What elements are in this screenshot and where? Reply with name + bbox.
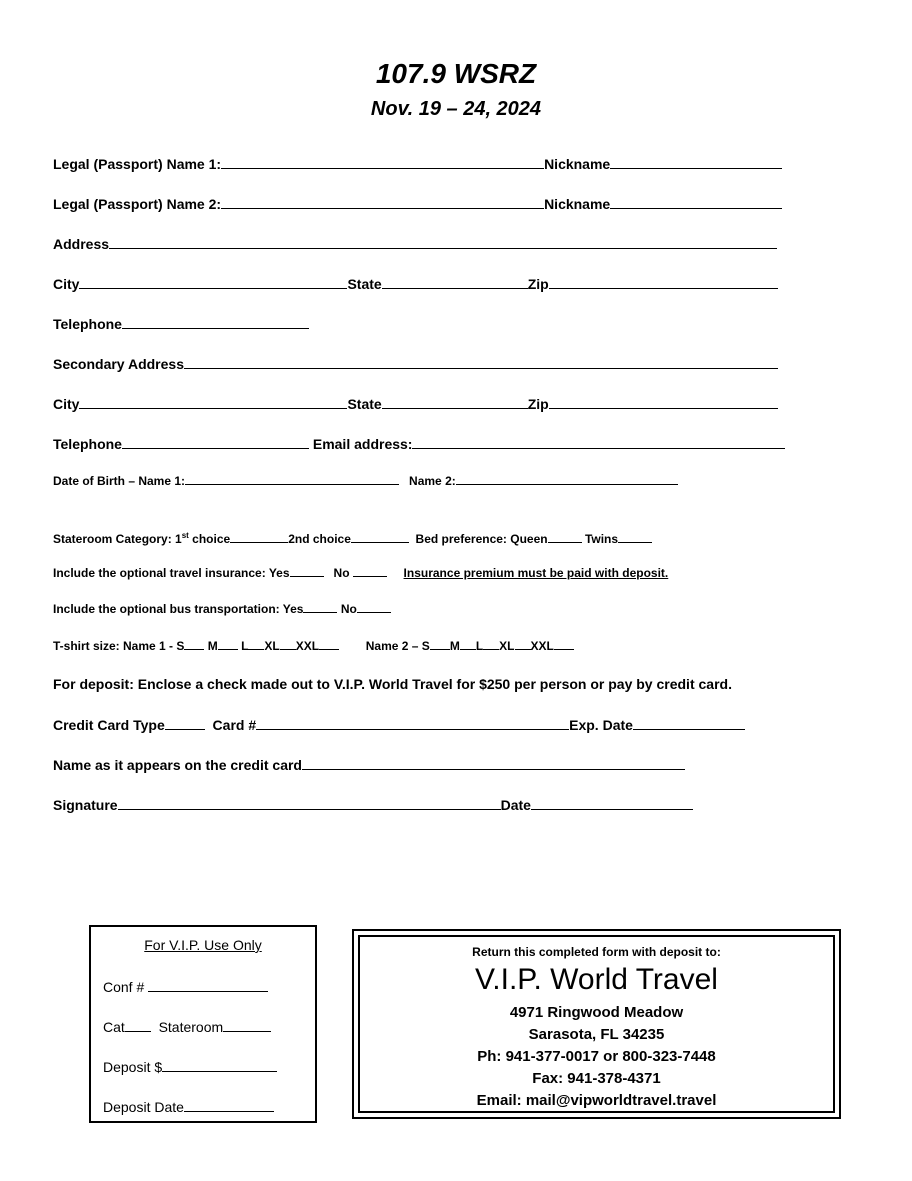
tshirt-1-xxl-field[interactable] bbox=[319, 637, 339, 650]
tshirt-1-l-label: L bbox=[241, 639, 249, 653]
stateroom-field[interactable] bbox=[223, 1017, 271, 1032]
dob-name-1-field[interactable] bbox=[185, 472, 399, 485]
telephone-field[interactable] bbox=[122, 314, 309, 329]
vip-use-only-box bbox=[89, 925, 317, 1123]
name-on-card-label: Name as it appears on the credit card bbox=[53, 757, 302, 773]
telephone-2-row bbox=[53, 434, 785, 453]
bus-label: Include the optional bus transportation: Yes bbox=[53, 602, 304, 616]
zip-2-label: Zip bbox=[527, 396, 549, 412]
bed-preference-label: Bed preference: Queen bbox=[415, 532, 548, 546]
company-city-state-zip: Sarasota, FL 34235 bbox=[528, 1026, 665, 1043]
tshirt-2-xxl-field[interactable] bbox=[554, 637, 574, 650]
date-field[interactable] bbox=[531, 795, 693, 810]
cat-field[interactable] bbox=[125, 1017, 151, 1032]
conf-label: Conf # bbox=[103, 979, 145, 995]
zip-2-field[interactable] bbox=[549, 394, 778, 409]
insurance-row bbox=[53, 564, 668, 582]
deposit-date-label: Deposit Date bbox=[103, 1099, 184, 1115]
dob-row bbox=[53, 472, 678, 490]
dob-name-2-label: Name 2: bbox=[409, 474, 456, 488]
cat-row bbox=[103, 1017, 271, 1035]
email-label: Email address: bbox=[312, 436, 413, 452]
deposit-label: Deposit $ bbox=[103, 1059, 163, 1075]
state-field[interactable] bbox=[382, 274, 528, 289]
legal-name-1-field[interactable] bbox=[221, 154, 544, 169]
telephone-2-label: Telephone bbox=[53, 436, 122, 452]
page-title: 107.9 WSRZ bbox=[375, 58, 537, 89]
company-fax: Fax: 941-378-4371 bbox=[532, 1070, 661, 1087]
second-choice-label: 2nd choice bbox=[288, 532, 351, 546]
event-dates: Nov. 19 – 24, 2024 bbox=[370, 98, 542, 120]
company-name: V.I.P. World Travel bbox=[475, 963, 718, 996]
nickname-1-field[interactable] bbox=[610, 154, 782, 169]
secondary-address-label: Secondary Address bbox=[53, 356, 184, 372]
tshirt-1-m-field[interactable] bbox=[218, 637, 238, 650]
zip-label: Zip bbox=[527, 276, 549, 292]
secondary-address-field[interactable] bbox=[184, 354, 778, 369]
dob-name-1-label: Date of Birth – Name 1: bbox=[53, 474, 186, 488]
insurance-yes-field[interactable] bbox=[290, 564, 324, 577]
email-field[interactable] bbox=[412, 434, 785, 449]
vip-use-only-heading: For V.I.P. Use Only bbox=[144, 937, 262, 953]
legal-name-1-row bbox=[53, 154, 782, 173]
bus-no-field[interactable] bbox=[357, 600, 391, 613]
telephone-2-field[interactable] bbox=[122, 434, 309, 449]
tshirt-name-2-label: Name 2 – S bbox=[365, 639, 430, 653]
tshirt-2-l-field[interactable] bbox=[483, 637, 499, 650]
signature-field[interactable] bbox=[118, 795, 501, 810]
deposit-date-row bbox=[103, 1097, 274, 1115]
nickname-2-label: Nickname bbox=[544, 196, 611, 212]
cat-label: Cat bbox=[103, 1019, 125, 1035]
tshirt-2-xxl-label: XXL bbox=[530, 639, 554, 653]
stateroom-ordinal: st bbox=[181, 531, 189, 540]
tshirt-1-m-label: M bbox=[207, 639, 218, 653]
insurance-label: Include the optional travel insurance: Yes bbox=[53, 566, 290, 580]
city-row bbox=[53, 274, 778, 293]
dob-name-2-field[interactable] bbox=[456, 472, 678, 485]
conf-field[interactable] bbox=[148, 977, 268, 992]
tshirt-1-l-field[interactable] bbox=[248, 637, 264, 650]
queen-field[interactable] bbox=[548, 530, 582, 543]
credit-card-row bbox=[53, 715, 745, 734]
state-2-label: State bbox=[347, 396, 382, 412]
address-field[interactable] bbox=[109, 234, 777, 249]
conf-row bbox=[103, 977, 268, 995]
address-label: Address bbox=[53, 236, 110, 252]
credit-card-type-label: Credit Card Type bbox=[53, 717, 165, 733]
stateroom-category-label: Stateroom Category: 1 bbox=[53, 532, 182, 546]
zip-field[interactable] bbox=[549, 274, 778, 289]
secondary-address-row bbox=[53, 354, 778, 373]
tshirt-1-xl-field[interactable] bbox=[280, 637, 296, 650]
return-instruction: Return this completed form with deposit to: bbox=[472, 945, 721, 959]
deposit-field[interactable] bbox=[162, 1057, 277, 1072]
nickname-1-label: Nickname bbox=[544, 156, 611, 172]
name-on-card-row bbox=[53, 755, 685, 774]
second-choice-field[interactable] bbox=[351, 530, 409, 543]
deposit-row bbox=[103, 1057, 277, 1075]
nickname-2-field[interactable] bbox=[610, 194, 782, 209]
company-email: Email: mail@vipworldtravel.travel bbox=[476, 1092, 717, 1109]
exp-date-label: Exp. Date bbox=[569, 717, 633, 733]
tshirt-2-s-field[interactable] bbox=[430, 637, 450, 650]
bus-no-label: No bbox=[340, 602, 357, 616]
stateroom-label: Stateroom bbox=[158, 1019, 224, 1035]
twins-label: Twins bbox=[584, 532, 619, 546]
name-on-card-field[interactable] bbox=[302, 755, 685, 770]
address-row bbox=[53, 234, 777, 253]
city-2-label: City bbox=[53, 396, 80, 412]
city-2-row bbox=[53, 394, 778, 413]
deposit-date-field[interactable] bbox=[184, 1097, 274, 1112]
company-street: 4971 Ringwood Meadow bbox=[509, 1004, 684, 1021]
legal-name-1-label: Legal (Passport) Name 1: bbox=[53, 156, 222, 172]
signature-row bbox=[53, 795, 693, 814]
tshirt-1-s-field[interactable] bbox=[184, 637, 204, 650]
tshirt-2-m-field[interactable] bbox=[460, 637, 476, 650]
signature-label: Signature bbox=[53, 797, 118, 813]
telephone-row bbox=[53, 314, 309, 333]
bus-yes-field[interactable] bbox=[303, 600, 337, 613]
card-number-label: Card # bbox=[212, 717, 257, 733]
legal-name-2-label: Legal (Passport) Name 2: bbox=[53, 196, 222, 212]
stateroom-choice-label: choice bbox=[188, 532, 231, 546]
tshirt-name-1-label: T-shirt size: Name 1 - S bbox=[53, 639, 185, 653]
tshirt-1-xxl-label: XXL bbox=[295, 639, 320, 653]
telephone-label: Telephone bbox=[53, 316, 122, 332]
city-2-field[interactable] bbox=[79, 394, 347, 409]
credit-card-type-field[interactable] bbox=[165, 715, 205, 730]
tshirt-2-xl-label: XL bbox=[499, 639, 515, 653]
bus-row bbox=[53, 600, 391, 618]
state-2-field[interactable] bbox=[382, 394, 528, 409]
legal-name-2-field[interactable] bbox=[221, 194, 544, 209]
twins-field[interactable] bbox=[618, 530, 652, 543]
tshirt-2-m-label: M bbox=[449, 639, 460, 653]
tshirt-row bbox=[53, 637, 574, 655]
deposit-note: For deposit: Enclose a check made out to V.I.P. World Travel for $250 per person or pay by credit card. bbox=[53, 676, 732, 692]
state-label: State bbox=[347, 276, 382, 292]
city-field[interactable] bbox=[79, 274, 347, 289]
company-phone: Ph: 941-377-0017 or 800-323-7448 bbox=[477, 1048, 716, 1065]
insurance-no-label: No bbox=[333, 566, 350, 580]
city-label: City bbox=[53, 276, 80, 292]
tshirt-1-xl-label: XL bbox=[264, 639, 280, 653]
tshirt-2-xl-field[interactable] bbox=[515, 637, 531, 650]
stateroom-row bbox=[53, 527, 652, 548]
tshirt-2-l-label: L bbox=[475, 639, 484, 653]
insurance-no-field[interactable] bbox=[353, 564, 387, 577]
return-address-box bbox=[352, 929, 841, 1119]
exp-date-field[interactable] bbox=[633, 715, 745, 730]
legal-name-2-row bbox=[53, 194, 782, 213]
first-choice-field[interactable] bbox=[230, 530, 288, 543]
insurance-note: Insurance premium must be paid with deposit. bbox=[403, 566, 669, 580]
card-number-field[interactable] bbox=[256, 715, 569, 730]
date-label: Date bbox=[500, 797, 531, 813]
